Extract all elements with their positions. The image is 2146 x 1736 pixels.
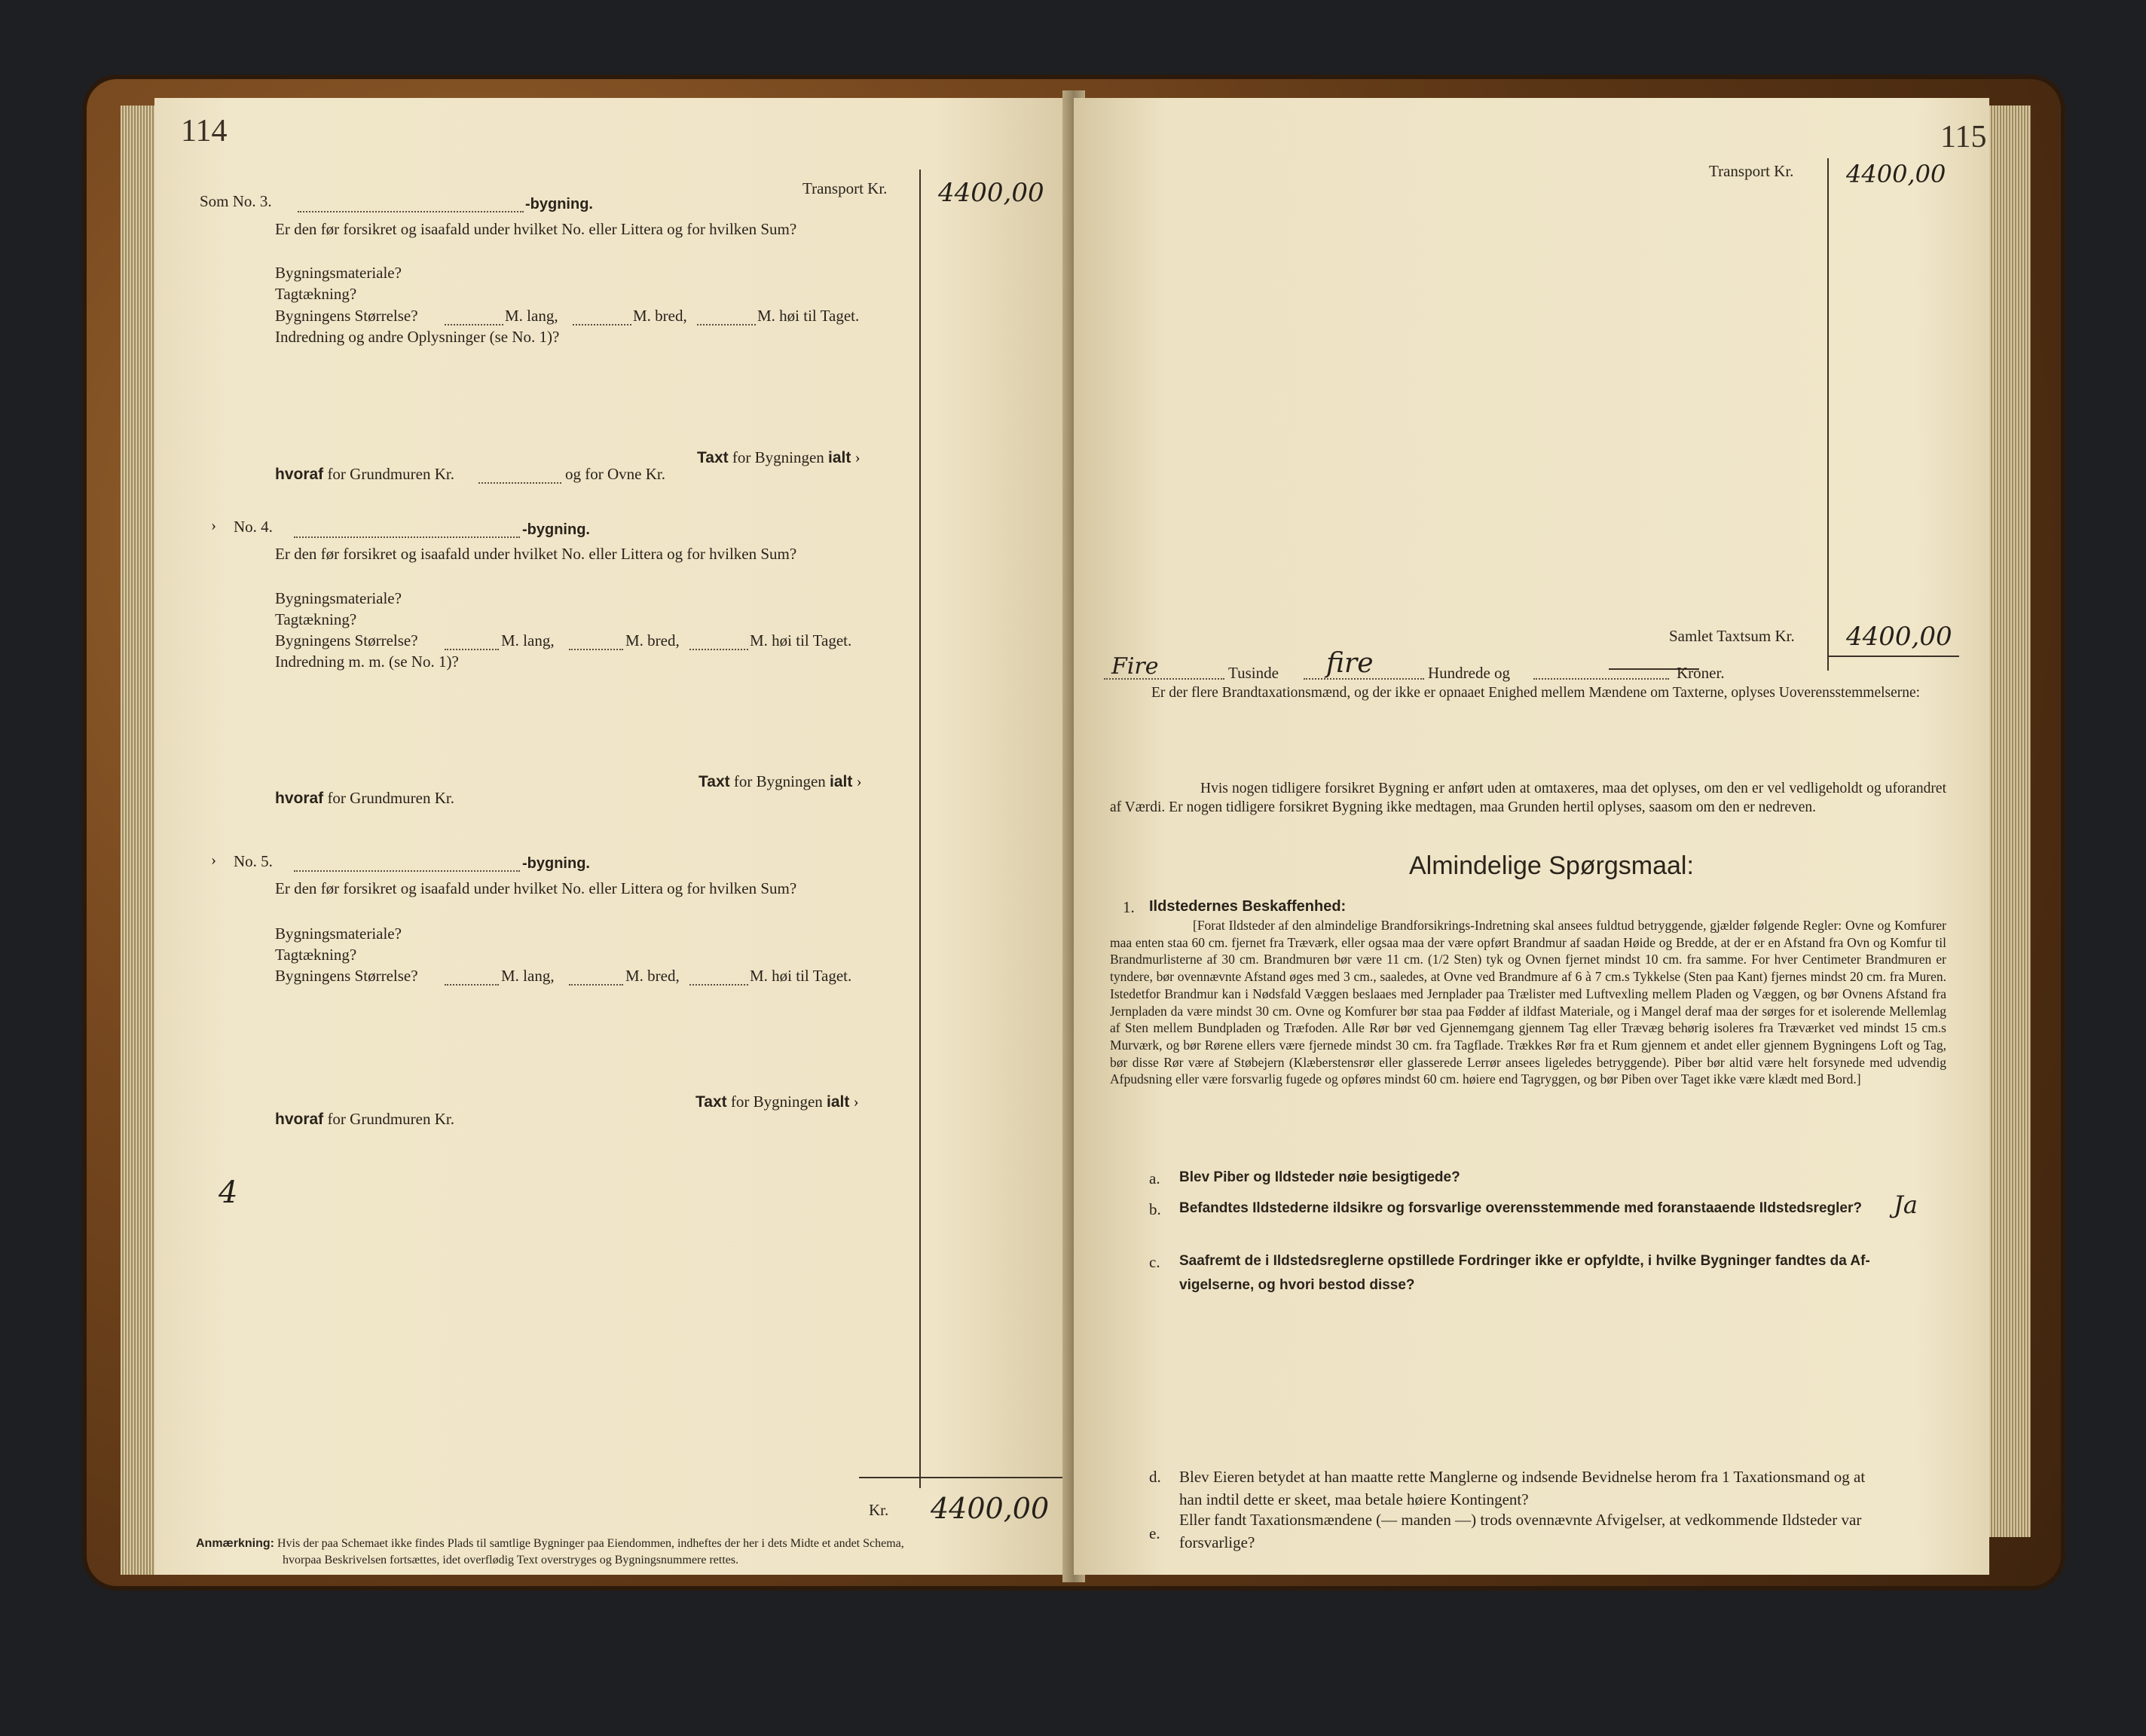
- transport-label: Transport Kr.: [1709, 162, 1794, 180]
- size-label: Bygningens Størrelse?: [275, 307, 418, 325]
- height-label: M. høi til Taget.: [757, 307, 860, 325]
- qb-text: Befandtes Ildstederne ildsikre og forsvarlige overensstemmende med foranstaaende Ildstedsregler?: [1179, 1200, 1862, 1216]
- sum-rule: [1827, 656, 1959, 657]
- qd-text-2: han indtil dette er skeet, maa betale høiere Kontingent?: [1179, 1490, 1529, 1508]
- fill-line: [1304, 678, 1424, 680]
- height-label: M. høi til Taget.: [750, 631, 852, 649]
- hvoraf-rest: for Grundmuren Kr.: [327, 789, 454, 807]
- note-line-2: hvorpaa Beskrivelsen fortsættes, idet overflødig Text overstryges og Bygningsnummere rettes.: [283, 1554, 739, 1566]
- note-line-1: [196, 1536, 904, 1551]
- entry-label: Som No. 3.: [200, 192, 272, 210]
- taxt-row: [697, 448, 861, 467]
- interior-label: Indredning m. m. (se No. 1)?: [275, 653, 459, 671]
- size-label: Bygningens Størrelse?: [275, 967, 418, 985]
- ialt-word: ialt: [827, 1093, 850, 1111]
- hvoraf-word: hvoraf: [275, 790, 324, 807]
- qe-text-1: Eller fandt Taxationsmændene (— manden —) trods ovennævnte Afvigelser, at vedkommende Ildsteder var: [1179, 1511, 1862, 1529]
- chevron: ›: [211, 516, 216, 534]
- amount-column-line: [1827, 158, 1829, 671]
- chevron: ›: [854, 448, 861, 466]
- qc-letter: c.: [1149, 1253, 1160, 1271]
- taxt-word: Taxt: [699, 773, 730, 790]
- material-label: Bygningsmateriale?: [275, 925, 402, 943]
- right-page: [1074, 98, 1989, 1575]
- prior-insured-text: Hvis nogen tidligere forsikret Bygning er anført uden at omtaxeres, maa det oplyses, om den er vel vedligeholdt og uforandret af Værdi. Er nogen tidligere forsikret Bygning ikke medtagen, maa Grunden hertil oplyses, saasom om den er nedreven.: [1110, 781, 1946, 815]
- insured-question: Er den før forsikret og isaafald under hvilket No. eller Littera og for hvilken Sum?: [275, 220, 797, 238]
- thousands-label: Tusinde: [1228, 664, 1279, 682]
- ialt-word: ialt: [830, 773, 853, 790]
- hundreds-label: Hundrede og: [1428, 664, 1511, 682]
- size-label: Bygningens Størrelse?: [275, 631, 418, 649]
- height-label: M. høi til Taget.: [750, 967, 852, 985]
- fill-line: [689, 649, 748, 650]
- transport-value: 4400,00: [938, 178, 1044, 208]
- roof-label: Tagtækning?: [275, 285, 357, 303]
- qe-text-2: forsvarlige?: [1179, 1533, 1255, 1551]
- fill-line: [689, 984, 748, 986]
- qb-answer: Ja: [1894, 1190, 1918, 1219]
- thousands-handwritten: Fire: [1111, 653, 1159, 680]
- fill-line: [294, 536, 520, 538]
- fill-line: [294, 870, 520, 872]
- taxt-rest: for Bygningen: [732, 448, 824, 466]
- disagreement-text: Er der flere Brandtaxationsmænd, og der ikke er opnaaet Enighed mellem Mændene om Taxterne, oplyses Uoverensstemmelserne:: [1151, 685, 1921, 701]
- total-label: Kr.: [869, 1501, 889, 1519]
- section-title: Almindelige Spørgsmaal:: [1409, 851, 1694, 880]
- width-label: M. bred,: [625, 967, 680, 985]
- fill-line: [569, 984, 623, 986]
- hvoraf-row: [275, 789, 454, 808]
- hvoraf-row: [275, 465, 454, 484]
- qa-letter: a.: [1149, 1169, 1160, 1187]
- length-label: M. lang,: [501, 631, 555, 649]
- q1-number: 1.: [1123, 898, 1135, 916]
- qb-letter: b.: [1149, 1200, 1161, 1218]
- transport-value: 4400,00: [1846, 160, 1946, 188]
- fire-regulations-text: [Forat Ildsteder af den almindelige Brandforsikrings-Indretning skal ansees fuldtud betryggende, gjælder følgende Regler: Ovne og Komfurer maa enten staa 60 cm. fjernet fra Træværk, eller ogsaa maa der være opført Brandmur af saadan Høide og Bredde, at der er en Afstand fra Ovn og Komfur til Brandmurlisterne af 30 cm. Brandmuren bør være 11 cm. (1/2 Sten) tyk og Ovnen fjernet mindst 10 cm. fra samme. For hver Centimeter Brandmuren er tyndere, bør ovennævnte Afstand øges med 3 cm., saaledes, at Ovne ved Brandmure af 6 à 7 cm.s Tykkelse (Sten paa Kant) fjernes mindst 20 cm. fra Muren. Istedetfor Brandmur kan i Nødsfald Væggen beslaaes med Jernplader paa Trælister med Luftvexling mellem Pladen og Væggen, og bør Ovnens Afstand fra Jernpladen da være mindst 30 cm. Ovne og Komfurer bør staa paa Fødder af ildfast Materiale, og i Mangel deraf maa der sørges for et isolerende Mellemlag af Sten mellem Bundpladen og Træfoden. Alle Rør bør ved Gjennemgang gjennem Tag eller Trævæg behørig isoleres fra Træværket ved mindst 15 cm.s Murværk, og bør Rørene ellers være fjernede mindst 30 cm. fra Tagflade. Trækkes Rør fra et Rum gjennem et andet eller gjennem Bygningens Loft og Tag, bør disse Rør være af Støbejern (Klæberstensrør eller glasserede Lerrør ansees ligeledes betryggende). Piber bør altid være helt forsynede med udvendig Afpudsning eller være forsvarlig fugede og opføres mindst 60 cm. høiere end Tagryggen, og bør Piben over Taget ikke være klædt med Bord.]: [1110, 918, 1946, 1087]
- hvoraf-word: hvoraf: [275, 1111, 324, 1128]
- total-value: 4400,00: [931, 1492, 1050, 1525]
- qd-letter: d.: [1149, 1468, 1161, 1486]
- q1-title: Ildstedernes Beskaffenhed:: [1149, 898, 1347, 915]
- fill-line: [478, 482, 561, 484]
- total-rule: [859, 1477, 1074, 1478]
- hvoraf-rest: for Grundmuren Kr.: [327, 465, 454, 483]
- taxt-word: Taxt: [695, 1093, 727, 1111]
- taxt-rest: for Bygningen: [733, 772, 826, 790]
- roof-label: Tagtækning?: [275, 610, 357, 628]
- fill-line: [1533, 678, 1669, 680]
- bygning-label: -bygning.: [525, 196, 593, 212]
- sum-value: 4400,00: [1846, 622, 1952, 652]
- page-number: 114: [181, 114, 228, 148]
- fill-line: [569, 649, 623, 650]
- qc-text-1: Saafremt de i Ildstedsreglerne opstillede Fordringer ikke er opfyldte, i hvilke Bygninger fandtes da Af-: [1179, 1253, 1870, 1269]
- fill-line: [445, 649, 499, 650]
- qd-text-1: Blev Eieren betydet at han maatte rette Manglerne og indsende Bevidnelse herom fra 1 Taxationsmand og at: [1179, 1468, 1866, 1486]
- hvoraf-rest: for Grundmuren Kr.: [327, 1110, 454, 1128]
- taxt-rest: for Bygningen: [730, 1093, 823, 1111]
- length-label: M. lang,: [505, 307, 558, 325]
- hvoraf-row: [275, 1110, 454, 1129]
- qe-letter: e.: [1149, 1524, 1160, 1542]
- fill-line: [298, 211, 524, 212]
- fill-line: [573, 324, 631, 326]
- ialt-word: ialt: [828, 449, 851, 466]
- length-label: M. lang,: [501, 967, 555, 985]
- roof-label: Tagtækning?: [275, 946, 357, 964]
- page-edges-right: [1989, 105, 2031, 1537]
- margin-mark: 4: [219, 1175, 238, 1210]
- hundreds-handwritten: fire: [1326, 648, 1374, 679]
- fill-line: [445, 324, 503, 326]
- left-page: [154, 98, 1074, 1575]
- width-label: M. bred,: [625, 631, 680, 649]
- fill-line: [697, 324, 756, 326]
- material-label: Bygningsmateriale?: [275, 589, 402, 607]
- bygning-label: -bygning.: [522, 521, 590, 538]
- chevron: ›: [211, 851, 216, 869]
- page-number: 115: [1940, 120, 1987, 154]
- insured-question: Er den før forsikret og isaafald under hvilket No. eller Littera og for hvilken Sum?: [275, 879, 797, 897]
- note-text-1: Hvis der paa Schemaet ikke findes Plads til samtlige Bygninger paa Eiendommen, indheftes der her i dets Midte et andet Schema,: [277, 1537, 904, 1550]
- sum-label: Samlet Taxtsum Kr.: [1669, 627, 1795, 645]
- qc-text-2: vigelserne, og hvori bestod disse?: [1179, 1277, 1415, 1293]
- entry-label: No. 5.: [234, 852, 273, 870]
- taxt-row: [699, 772, 862, 791]
- amount-column-line: [919, 170, 921, 1488]
- width-label: M. bred,: [633, 307, 687, 325]
- interior-label: Indredning og andre Oplysninger (se No. 1)?: [275, 328, 560, 346]
- fill-line: [445, 984, 499, 986]
- taxt-word: Taxt: [697, 449, 729, 466]
- material-label: Bygningsmateriale?: [275, 264, 402, 282]
- kroner-label: Kroner.: [1677, 664, 1725, 682]
- taxt-row: [695, 1093, 859, 1111]
- transport-label: Transport Kr.: [802, 179, 888, 197]
- note-label: Anmærkning:: [196, 1537, 274, 1550]
- ovne-label: og for Ovne Kr.: [565, 465, 665, 483]
- fill-line: [1104, 678, 1224, 680]
- hvoraf-word: hvoraf: [275, 466, 324, 483]
- bygning-label: -bygning.: [522, 855, 590, 872]
- entry-label: No. 4.: [234, 518, 273, 536]
- chevron: ›: [853, 1093, 859, 1111]
- qa-text: Blev Piber og Ildsteder nøie besigtigede?: [1179, 1169, 1460, 1185]
- chevron: ›: [856, 772, 862, 790]
- insured-question: Er den før forsikret og isaafald under hvilket No. eller Littera og for hvilken Sum?: [275, 545, 797, 563]
